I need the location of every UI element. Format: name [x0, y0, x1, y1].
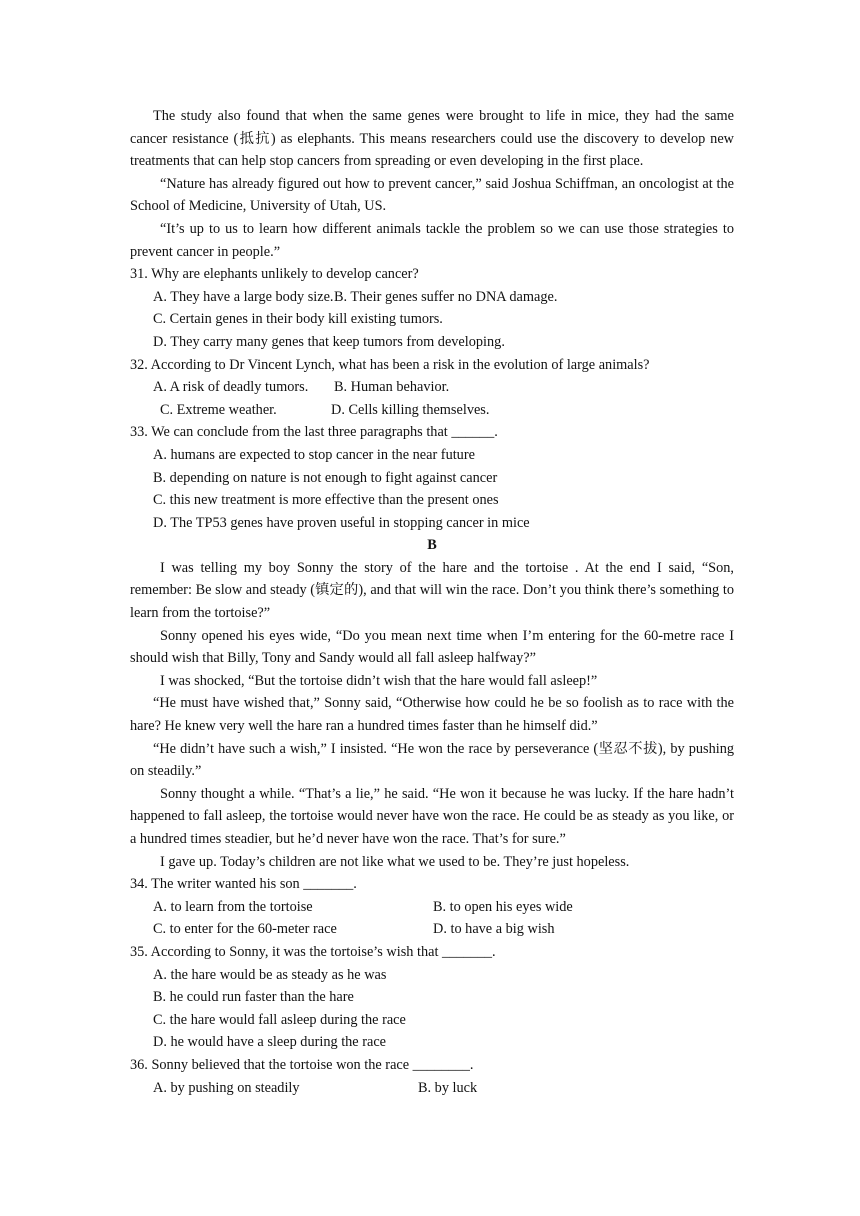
section-b-heading: B: [427, 537, 437, 554]
passage-b-paragraph-2: Sonny opened his eyes wide, “Do you mean next time when I’m entering for the 60-metre race I should wish that Billy, Tony and Sandy would all fall asleep halfway?”: [130, 627, 734, 667]
passage-b-paragraph-3: I was shocked, “But the tortoise didn’t wish that the hare would fall asleep!”: [160, 672, 598, 689]
passage-b-paragraph-5: “He didn’t have such a wish,” I insisted. “He won the race by perseverance (坚忍不拔), by pushing on steadily.”: [130, 740, 734, 780]
question-35-option-b: B. he could run faster than the hare: [153, 989, 354, 1006]
question-35-option-a: A. the hare would be as steady as he was: [153, 966, 387, 983]
question-33-option-a: A. humans are expected to stop cancer in the near future: [153, 446, 475, 463]
question-36-option-a: A. by pushing on steadily: [153, 1079, 300, 1096]
question-35-option-d: D. he would have a sleep during the race: [153, 1034, 387, 1051]
question-33-option-c: C. this new treatment is more effective than the present ones: [153, 492, 499, 509]
document-page: [130, 105, 734, 1099]
question-35-option-c: C. the hare would fall asleep during the race: [153, 1011, 406, 1028]
question-31-stem: 31. Why are elephants unlikely to develop cancer?: [130, 266, 419, 283]
passage-a-paragraph-2: “Nature has already figured out how to prevent cancer,” said Joshua Schiffman, an oncologist at the School of Medicine, University of Utah, US.: [130, 175, 734, 215]
passage-a-paragraph-1: The study also found that when the same genes were brought to life in mice, they had the same cancer resistance (抵抗) as elephants. This means researchers could use the discovery to develop new treatments that can help stop cancers from spreading or even developing in the first place.: [130, 108, 734, 170]
question-31-option-c: C. Certain genes in their body kill existing tumors.: [153, 311, 443, 328]
passage-a-paragraph-3: “It’s up to us to learn how different animals tackle the problem so we can use those strategies to prevent cancer in people.”: [130, 220, 734, 260]
passage-b-paragraph-4: “He must have wished that,” Sonny said, “Otherwise how could he be so foolish as to race with the hare? He knew very well the hare ran a hundred times faster than he himself did.”: [130, 695, 734, 735]
question-34-options-row-2: [130, 918, 734, 941]
question-33-option-d: D. The TP53 genes have proven useful in stopping cancer in mice: [153, 514, 530, 531]
question-33-stem: 33. We can conclude from the last three paragraphs that ______.: [130, 424, 498, 441]
question-32-option-b: B. Human behavior.: [334, 379, 450, 396]
question-31-option-a: A. They have a large body size.: [153, 288, 334, 305]
question-32-option-d: D. Cells killing themselves.: [331, 401, 490, 418]
question-32-stem: 32. According to Dr Vincent Lynch, what has been a risk in the evolution of large animals?: [130, 356, 650, 373]
passage-b-paragraph-6: Sonny thought a while. “That’s a lie,” he said. “He won it because he was lucky. If the hare hadn’t happened to fall asleep, the tortoise would never have won the race. He could be as steady as you like, or a hundred times steadier, but he’d never have won the race. That’s for sure.”: [130, 785, 734, 847]
question-36-options-row-1: [130, 1077, 734, 1100]
question-36-option-b: B. by luck: [418, 1079, 478, 1096]
passage-b-paragraph-7: I gave up. Today’s children are not like what we used to be. They’re just hopeless.: [160, 853, 630, 870]
question-31-option-d: D. They carry many genes that keep tumors from developing.: [153, 333, 505, 350]
question-31-options-row: [130, 286, 734, 309]
question-35-stem: 35. According to Sonny, it was the tortoise’s wish that _______.: [130, 943, 496, 960]
question-33-option-b: B. depending on nature is not enough to fight against cancer: [153, 469, 498, 486]
question-34-option-a: A. to learn from the tortoise: [153, 898, 313, 915]
question-32-options-row-2: [130, 399, 734, 422]
question-32-option-a: A. A risk of deadly tumors.: [153, 379, 309, 396]
question-32-options-row-1: [130, 376, 734, 399]
passage-b-paragraph-1: I was telling my boy Sonny the story of the hare and the tortoise . At the end I said, “Son, remember: Be slow and steady (镇定的), and that will win the race. Don’t you think there’s something to learn from the tortoise?”: [130, 559, 734, 622]
question-34-option-c: C. to enter for the 60-meter race: [153, 921, 337, 938]
question-36-stem: 36. Sonny believed that the tortoise won the race ________.: [130, 1056, 474, 1073]
question-34-options-row-1: [130, 896, 734, 919]
question-31-option-b: B. Their genes suffer no DNA damage.: [334, 288, 558, 305]
question-34-option-d: D. to have a big wish: [433, 921, 555, 938]
question-34-option-b: B. to open his eyes wide: [433, 898, 573, 915]
question-32-option-c: C. Extreme weather.: [160, 401, 277, 418]
question-34-stem: 34. The writer wanted his son _______.: [130, 876, 357, 893]
